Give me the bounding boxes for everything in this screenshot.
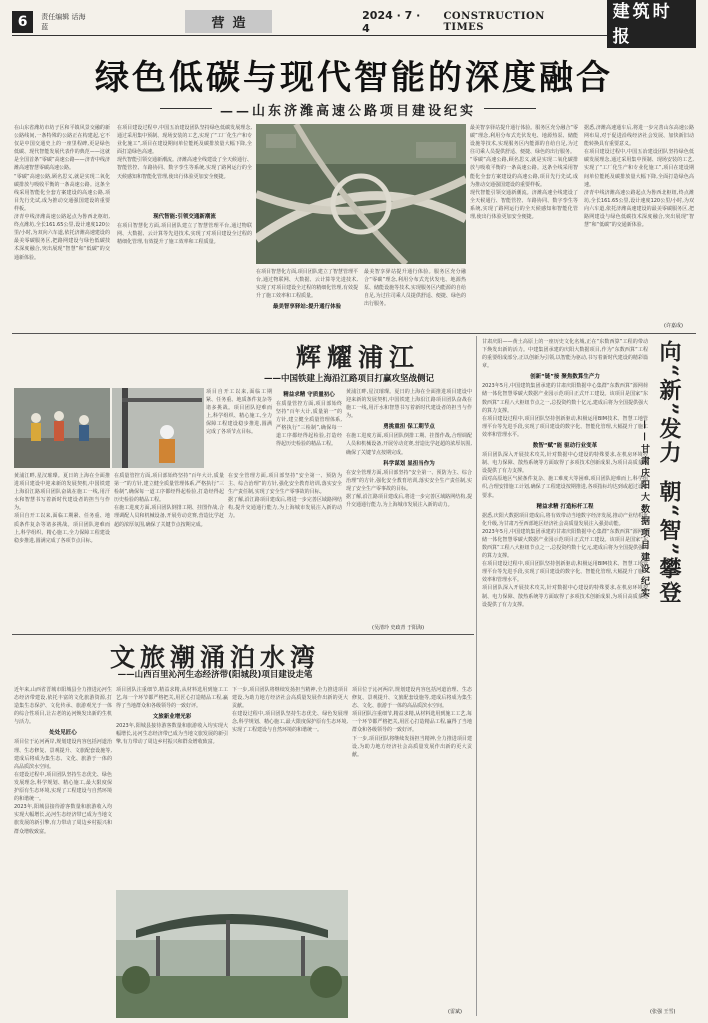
paragraph: 下一步,项目团队将继续发扬担当精神,全力推进项目建设,为助力地方经济社会高质量发展作出新的更大贡献。 (352, 735, 472, 758)
subhead: 精益求精 打造标杆工程 (536, 503, 594, 510)
story2-subtitle: ——中国铁建上海沿江路项目打赢攻坚战侧记 (263, 374, 434, 384)
paragraph: 甘肃庆阳——黄土高原上的一座历史文化名城,正在“东数西算”工程的带动下焕发出新的活力。中建集团承建的庆阳大数据项目,作为“东数西算”工程的重要组成部分,正以创新为引领,以智能为驱动,书写着新时代建设的精彩篇章。 (482, 339, 648, 370)
subhead: 科学谋划 显担当作为 (383, 460, 435, 467)
paragraph: 现代智能引领交通新潮流。济潍高速全线建设了全天候通行、智能管控、车路协同、数字孪生等系统,实现了路网运行的全天候感知和智能化管理,使出行体验更加安全便捷。 (470, 189, 578, 221)
story2-byline: (吴清玲 史政青 于阳海) (372, 625, 425, 631)
lead-column-3 (256, 268, 466, 328)
section-label: 营造 (185, 10, 272, 33)
paragraph: 在质量管控方面,项目部始终坚持“百年大计,质量第一”的方针,建立健全质量管理体系,严格执行“三检制”,确保每一道工序都经得起检验,打造经得起历史检验的精品工程。 (276, 401, 342, 448)
paragraph: 2023年5月,中国建筑集团承建的甘肃庆阳数据中心集群“东数西算”源网荷储一体化智慧零碳大数据产业园示范项目正式开工建设。该项目是国家“东数西算”工程八大枢纽节点之一,总投资约数十亿元,建成后将为全国提供强大的算力支撑。 (482, 528, 648, 560)
paragraph: 最美智享驿站提升通行体验。服务区充分融合“零碳”理念,利用分布式光伏发电、地源热泵、储能设施等技术,实现服务区内能源的自给自足,为过往司乘人员提供舒适、便捷、绿色的出行服务。 (470, 125, 578, 156)
story4-headline-a: 向“新”发力 (656, 340, 682, 466)
paragraph: 在安全管理方面,项目部坚持“安全第一、预防为主、综合治理”的方针,强化安全教育培训,落实安全生产责任制,实现了安全生产零事故的目标。 (228, 473, 342, 496)
paragraph: 项目团队深入开展技术攻关,针对数据中心建设的特殊要求,在机房环境控制、电力保障、散热系统等方面取得了多项技术创新成果,为项目高质量建设提供了有力支撑。 (482, 452, 648, 475)
subhead: 文旅新业增光彩 (152, 714, 192, 721)
paragraph: 现代智能引领交通新潮流。济潍高速全线建设了全天候通行、智能管控、车路协同、数字孪生等系统,实现了路网运行的全天候感知和智能化管理,使出行体验更加安全便捷。 (117, 157, 252, 180)
highway-aerial-photo (256, 124, 466, 264)
lead-subtitle: ——山东济潍高速公路项目建设纪实 (220, 100, 476, 119)
paragraph: 2023年,阳城县接待游客数量和旅游收入均实现大幅增长,沁河生态经济带已成为当地文旅发展的新引擎,有力带动了周边乡村振兴和群众增收致富。 (14, 804, 112, 835)
paragraph: 在施工进度方面,项目团队倒排工期、挂图作战,合理调配人员和机械设备,开展劳动竞赛,营造比学赶超的浓厚氛围,确保了关键节点按期完成。 (346, 433, 472, 456)
story2-column-c (346, 388, 472, 640)
story4-headline-b: 朝“智”攀登 (656, 480, 682, 606)
paragraph: 项目自开工以来,面临工期紧、任务重、地质条件复杂等诸多挑战。项目团队迎难而上,科学组织、精心施工,全力保障工程建设稳步推进,圆满完成了各项节点目标。 (206, 389, 272, 436)
subhead: 创新“链”接 聚焦数算生产力 (530, 374, 600, 381)
story3-headline: 文旅潮涌泊水湾 (109, 643, 320, 672)
masthead-logo: 建筑时报 (607, 0, 696, 48)
story2-column-a (206, 388, 272, 468)
paragraph: 济青中线济潍高速公路起点为鲁西北枢纽,终点潍坊,全长161.65公里,设计速度120公里/小时,为双向六车道,依托济潍高速建设的最美零碳服务区,把路网建设与绿色低碳技术深度融合,突出展现“智慧”和“低碳”的交通新体验。 (14, 214, 110, 261)
paragraph: 在建设过程中,项目团队坚持生态优先、绿色发展理念,科学规划、精心施工,最大限度保护原有生态环境,实现了工程建设与自然环境的和谐统一。 (14, 771, 112, 803)
subhead: 精益求精 守质量初心 (283, 392, 335, 398)
issue-date: 2024 · 7 · 4 (362, 8, 421, 35)
paragraph: 项目团队注重细节,精益求精,从材料选用到施工工艺,每一个环节都严格把关,用匠心打造精品工程,赢得了当地群众和各级领导的一致好评。 (116, 687, 228, 710)
lead-column-2 (117, 124, 252, 199)
paragraph: 2023年,阳城县接待游客数量和旅游收入均实现大幅增长,沁河生态经济带已成为当地文旅发展的新引擎,有力带动了周边乡村振兴和群众增收致富。 (116, 723, 228, 746)
paragraph: 在项目建设过程中,中国五冶建设团队坚持绿色低碳发展理念,通过采用集中预制、现场安装的工艺,实现了“工厂化生产和专业化施工”,项目在建设期间单位能耗及碳排放量大幅下降,全面打造绿色高速。 (584, 149, 694, 188)
story2-column-d (14, 472, 110, 632)
lead-column-2b (117, 210, 252, 328)
subhead: 现代智能:引领交通新潮流 (153, 214, 216, 220)
paragraph: 黄浦江畔,星汉璀璨。夏日的上海在全面推进项目建设中迎来新的发展契机,中国铁建上海沿江路项目团队奋战在施工一线,用汗水和智慧书写着新时代建设者的担当与作为。 (14, 473, 110, 512)
story3-column-2 (116, 686, 228, 886)
paragraph: 据了解,沿江路项目建成后,将进一步完善区域路网结构,提升交通通行能力,为上海城市发展注入新的动力。 (228, 497, 342, 520)
paragraph: 据悉,庆阳大数据项目建成后,将有效带动当地数字经济发展,推动产业结构优化升级,为甘肃乃至西部地区经济社会高质量发展注入强劲动能。 (482, 512, 648, 527)
story3-column-1 (14, 686, 112, 1016)
story2-column-b (276, 388, 342, 468)
section-divider (12, 634, 474, 635)
paper-name: CONSTRUCTION TIMES (443, 10, 545, 33)
riverside-pavilion-photo (116, 890, 348, 1018)
story4-subtitle: ——甘肃庆阳大数据项目建设纪实 (639, 420, 649, 600)
paragraph: 在项目智慧化方面,项目团队建立了智慧管理平台,通过物联网、大数据、云计算等先进技术,实现了对项目建设全过程的精细化管理,有效提升了施工效率和工程质量。 (256, 269, 358, 300)
page-number: 6 (12, 11, 33, 33)
story2-column-f (228, 472, 342, 632)
paragraph: “零碳”高速公路,顾名思义,就是实现二氧化碳排放与吸收平衡的一条高速公路。这条全线采用智能化全套方案建设的高速公路,项目先行先试,成为推动交通强国建设的重要样板。 (470, 157, 578, 188)
story4-body (482, 338, 648, 1014)
story4-byline: (张强 王雪) (650, 1009, 676, 1015)
paragraph: 在质量管控方面,项目部始终坚持“百年大计,质量第一”的方针,建立健全质量管理体系,严格执行“三检制”,确保每一道工序都经得起检验,打造经得起历史检验的精品工程。 (114, 473, 224, 504)
subhead: 最美智享驿站:提升通行体验 (272, 304, 342, 311)
story3-subtitle: ——山西百里沁河生态经济带(阳城段)项目建设走笔 (117, 670, 313, 680)
paragraph: 在施工进度方面,项目团队倒排工期、挂图作战,合理调配人员和机械设备,开展劳动竞赛,营造比学赶超的浓厚氛围,确保了关键节点按期完成。 (114, 505, 224, 528)
paragraph: 项目自开工以来,面临工期紧、任务重、地质条件复杂等诸多挑战。项目团队迎难而上,科学组织、精心施工,全力保障工程建设稳步推进,圆满完成了各项节点目标。 (14, 513, 110, 544)
lead-column-4 (470, 124, 578, 329)
paragraph: 黄浦江畔,星汉璀璨。夏日的上海在全面推进项目建设中迎来新的发展契机,中国铁建上海沿江路项目团队奋战在施工一线,用汗水和智慧书写着新时代建设者的担当与作为。 (346, 389, 472, 420)
lead-column-5 (584, 124, 694, 329)
workers-photo (14, 388, 110, 468)
paragraph: 项目团队深入开展技术攻关,针对数据中心建设的特殊要求,在机房环境控制、电力保障、散热系统等方面取得了多项技术创新成果,为项目高质量建设提供了有力支撑。 (482, 585, 648, 608)
section-divider (12, 333, 696, 334)
editor-credit: 责任编辑 话海蓝 (41, 12, 86, 31)
story3-column-4 (352, 686, 472, 1016)
crane-worker-photo (112, 388, 204, 468)
paragraph: 下一步,项目团队将继续发扬担当精神,全力推进项目建设,为助力地方经济社会高质量发展作出新的更大贡献。 (232, 687, 348, 710)
paragraph: 在建设过程中,项目团队坚持生态优先、绿色发展理念,科学规划、精心施工,最大限度保护原有生态环境,实现了工程建设与自然环境的和谐统一。 (232, 711, 348, 734)
paragraph: 据了解,沿江路项目建成后,将进一步完善区域路网结构,提升交通通行能力,为上海城市发展注入新的动力。 (346, 493, 472, 509)
paragraph: 在山东省潍坊市坊子区和平镇风景交融的新公路线间,一条特殊的公路正在构建起,它不仅是中国交通史上的一座里程碑,更是绿色低碳、现代智能发展代表作的典范——这就是全国首条“零碳”高速公路——济青中线济潍高速智慧零碳高速公路。 (14, 125, 110, 172)
column-divider (476, 336, 477, 1016)
paragraph: 济青中线济潍高速公路起点为鲁西北枢纽,终点潍坊,全长161.65公里,设计速度120公里/小时,为双向六车道,依托济潍高速建设的最美零碳服务区,把路网建设与绿色低碳技术深度融合,突出展现“智慧”和“低碳”的交通新体验。 (584, 189, 694, 229)
paragraph: 项目位于沁河两岸,规划建设内容包括河道治理、生态修复、景观提升、文旅配套设施等,建成后将成为集生态、文化、旅游于一体的高品质滨水空间。 (14, 739, 112, 770)
story3-byline: (雷斌) (448, 1009, 462, 1015)
paragraph: 在项目建设过程中,中国五冶建设团队坚持绿色低碳发展理念,通过采用集中预制、现场安装的工艺,实现了“工厂化生产和专业化施工”,项目在建设期间单位能耗及碳排放量大幅下降,全面打造绿色高速。 (117, 125, 252, 156)
paragraph: 据悉,济潍高速通车后,将进一步完善山东高速公路网布局,对于促进沿线经济社会发展、加快新旧动能转换具有重要意义。 (584, 125, 694, 148)
story3-column-3 (232, 686, 348, 886)
story2-headline: 辉耀浦江 (295, 343, 420, 372)
story2-column-e (114, 472, 224, 632)
page-header (12, 1, 696, 47)
lead-column-1 (14, 124, 110, 329)
paragraph: 2023年5月,中国建筑集团承建的甘肃庆阳数据中心集群“东数西算”源网荷储一体化智慧零碳大数据产业园示范项目正式开工建设。该项目是国家“东数西算”工程八大枢纽节点之一,总投资约数十亿元,建成后将为全国提供强大的算力支撑。 (482, 383, 648, 414)
lead-byline: (许嘉成) (664, 323, 683, 329)
subhead: 处处见匠心 (49, 730, 77, 737)
paragraph: 最美智享驿站提升通行体验。服务区充分融合“零碳”理念,利用分布式光伏发电、地源热泵、储能设施等技术,实现服务区内能源的自给自足,为过往司乘人员提供舒适、便捷、绿色的出行服务。 (364, 269, 466, 308)
paragraph: 近年来,山西省晋城市阳城县全力推进沁河生态经济带建设,依托丰富的文化旅游资源,打造集生态保护、文化传承、旅游观光于一体的综合性项目,让古老的沁河焕发出新的生机与活力。 (14, 687, 112, 726)
paragraph: 在项目智慧化方面,项目团队建立了智慧管理平台,通过物联网、大数据、云计算等先进技术,实现了对项目建设全过程的精细化管理,有效提升了施工效率和工程质量。 (117, 223, 252, 246)
paragraph: 面对高原地区气候条件复杂、施工难度大等困难,项目团队迎难而上,科学组织,合理安排施工计划,确保了工程建设按期推进,各项指标均达到或超过设计要求。 (482, 476, 648, 499)
paragraph: 在项目建设过程中,项目团队坚持创新驱动,积极运用BIM技术、智慧工地管理平台等先进手段,实现了项目建设的数字化、智能化管理,大幅提升了施工效率和管理水平。 (482, 561, 648, 584)
paragraph: 项目团队注重细节,精益求精,从材料选用到施工工艺,每一个环节都严格把关,用匠心打造精品工程,赢得了当地群众和各级领导的一致好评。 (352, 711, 472, 734)
subhead: 数智“赋”能 驱动行业变革 (532, 443, 598, 450)
subhead: 勇挑重担 保工期节点 (383, 424, 435, 431)
paragraph: 项目位于沁河两岸,规划建设内容包括河道治理、生态修复、景观提升、文旅配套设施等,建成后将成为集生态、文化、旅游于一体的高品质滨水空间。 (352, 687, 472, 710)
lead-headline: 绿色低碳与现代智能的深度融合 (95, 58, 613, 98)
paragraph: “零碳”高速公路,顾名思义,就是实现二氧化碳排放与吸收平衡的一条高速公路。这条全线采用智能化全套方案建设的高速公路,项目先行先试,成为推动交通强国建设的重要样板。 (14, 173, 110, 212)
paragraph: 在项目建设过程中,项目团队坚持创新驱动,积极运用BIM技术、智慧工地管理平台等先进手段,实现了项目建设的数字化、智能化管理,大幅提升了施工效率和管理水平。 (482, 415, 648, 438)
paragraph: 在安全管理方面,项目部坚持“安全第一、预防为主、综合治理”的方针,强化安全教育培训,落实安全生产责任制,实现了安全生产零事故的目标。 (346, 469, 472, 492)
